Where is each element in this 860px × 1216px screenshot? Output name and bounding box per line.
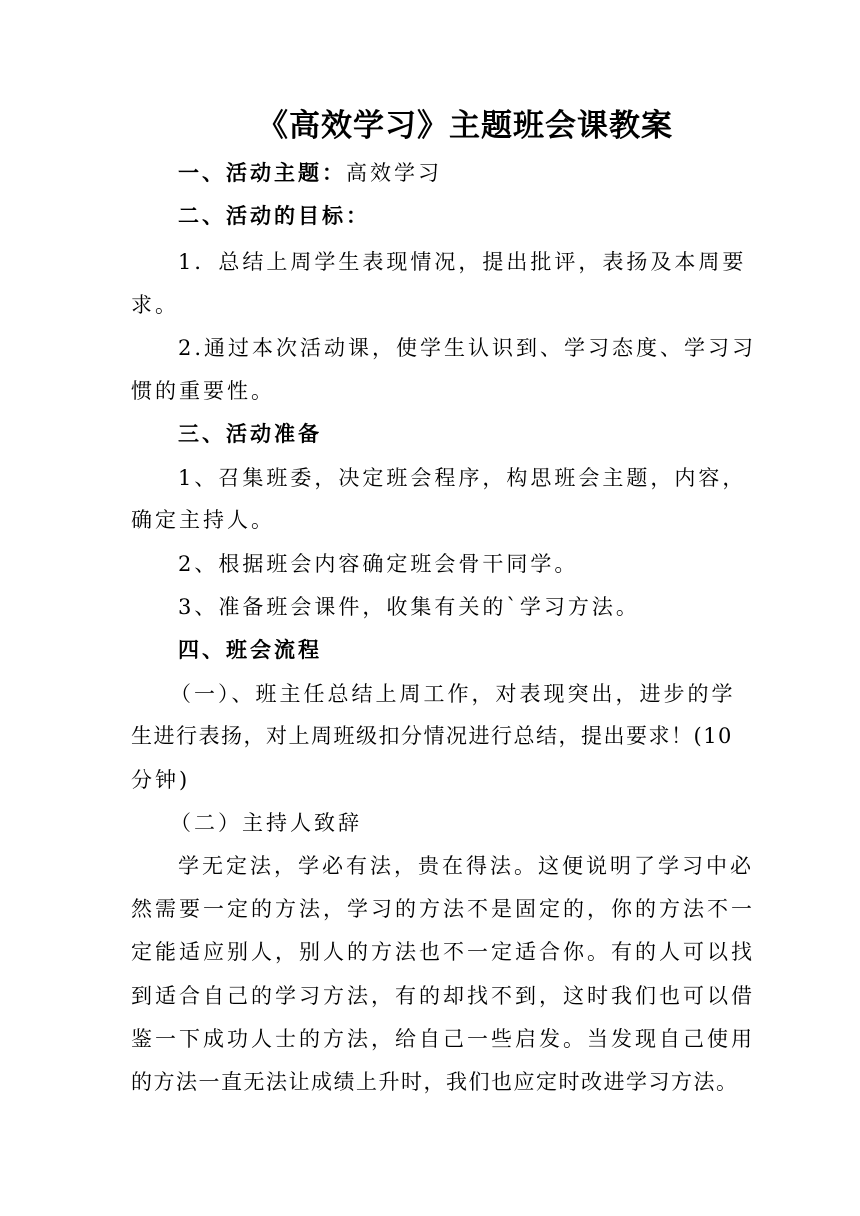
paragraph-line: 然需要一定的方法，学习的方法不是固定的，你的方法不一 [131, 897, 755, 921]
section2-item2-line2: 惯的重要性。 [131, 379, 275, 403]
section2-item1-line2: 求。 [131, 293, 179, 317]
document-title: 《高效学习》主题班会课教案 [257, 108, 673, 144]
section1-heading: 一、活动主题： [178, 161, 346, 185]
paragraph-line: 的方法一直无法让成绩上升时，我们也应定时改进学习方法。 [131, 1070, 739, 1094]
paragraph-line: 学无定法，学必有法，贵在得法。这便说明了学习中必 [178, 854, 754, 878]
section3-item1-line1: 1、召集班委，决定班会程序，构思班会主题，内容， [178, 466, 747, 490]
section1-value: 高效学习 [346, 161, 442, 185]
section4-part1-line2: 生进行表扬，对上周班级扣分情况进行总结，提出要求！(10 [131, 724, 733, 748]
section4-part1-line3: 分钟) [131, 768, 191, 792]
section2-item1-line1: 1．总结上周学生表现情况，提出批评，表扬及本周要 [178, 250, 747, 274]
section4-heading: 四、班会流程 [178, 638, 322, 662]
section3-item1-line2: 确定主持人。 [131, 508, 275, 532]
section4-part2-heading: （二）主持人致辞 [170, 811, 362, 835]
section4-part1-line1: （一）、班主任总结上周工作，对表现突出，进步的学 [170, 682, 736, 706]
paragraph-line: 定能适应别人，别人的方法也不一定适合你。有的人可以找 [131, 940, 755, 964]
paragraph-line: 到适合自己的学习方法，有的却找不到，这时我们也可以借 [131, 984, 755, 1008]
section3-item3: 3、准备班会课件，收集有关的`学习方法。 [178, 595, 640, 619]
section3-heading: 三、活动准备 [178, 422, 322, 446]
section3-item2: 2、根据班会内容确定班会骨干同学。 [178, 552, 579, 576]
section2-item2-line1: 2.通过本次活动课，使学生认识到、学习态度、学习习 [178, 336, 757, 360]
paragraph-line: 鉴一下成功人士的方法，给自己一些启发。当发现自己使用 [131, 1027, 755, 1051]
section2-heading: 二、活动的目标： [178, 204, 370, 228]
section1-line [178, 158, 442, 188]
